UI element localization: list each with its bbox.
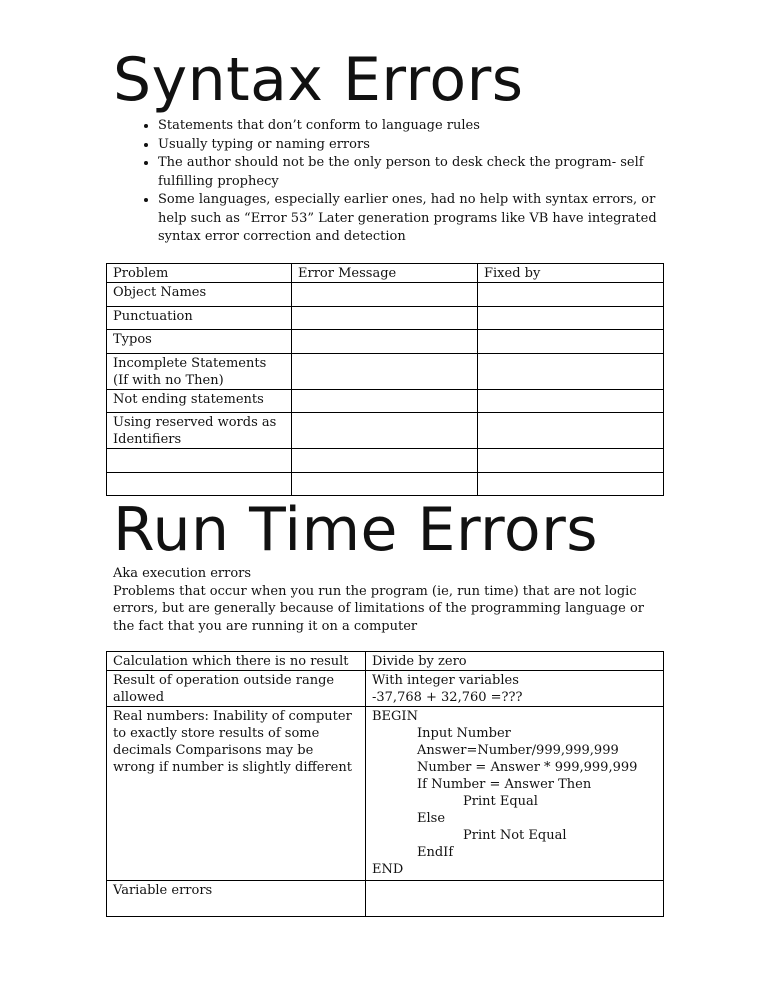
header-problem: Problem	[107, 264, 292, 283]
syntax-bullet-list	[140, 117, 658, 247]
error-message-cell	[292, 449, 478, 473]
code-line: END	[372, 862, 404, 877]
left-cell: Calculation which there is no result	[107, 652, 366, 671]
run-time-intro	[113, 565, 658, 635]
right-cell-line: -37,768 + 32,760 =???	[372, 690, 523, 705]
code-line: Print Equal	[463, 794, 538, 809]
intro-line: Aka execution errors	[113, 566, 252, 581]
error-message-cell	[292, 413, 478, 449]
table-row	[107, 881, 664, 917]
problem-cell: Not ending statements	[107, 390, 292, 413]
code-cell	[366, 707, 664, 881]
left-cell: Real numbers: Inability of computer to exactly store results of some decimals Comparisons may be wrong if number is slightly different	[107, 707, 366, 881]
table-row	[107, 283, 664, 307]
bullet-item: • Some languages, especially earlier ones, had no help with syntax errors, or help such as “Error 53” Later generation programs like VB have integrated syntax error correction and detection	[158, 191, 658, 247]
code-line: Answer=Number/999,999,999	[417, 743, 619, 758]
run-time-errors-table	[106, 651, 664, 917]
left-cell: Result of operation outside range allowed	[107, 671, 366, 707]
fixed-by-cell	[478, 413, 664, 449]
run-time-errors-heading: Run Time Errors	[113, 495, 599, 565]
code-line: If Number = Answer Then	[417, 777, 592, 792]
code-line: Else	[417, 811, 446, 826]
error-message-cell	[292, 390, 478, 413]
table-row	[107, 390, 664, 413]
fixed-by-cell	[478, 473, 664, 496]
left-cell: Variable errors	[107, 881, 366, 917]
table-row	[107, 449, 664, 473]
problem-cell: Typos	[107, 330, 292, 354]
table-row	[107, 307, 664, 330]
error-message-cell	[292, 473, 478, 496]
table-row	[107, 652, 664, 671]
table-row	[107, 473, 664, 496]
problem-cell: Incomplete Statements (If with no Then)	[107, 354, 292, 390]
bullet-item: • The author should not be the only person to desk check the program- self fulfilling prophecy	[158, 154, 658, 191]
fixed-by-cell	[478, 449, 664, 473]
problem-cell: Object Names	[107, 283, 292, 307]
table-row	[107, 671, 664, 707]
error-message-cell	[292, 354, 478, 390]
problem-cell: Using reserved words as Identifiers	[107, 413, 292, 449]
code-line: Print Not Equal	[463, 828, 567, 843]
intro-paragraph: Problems that occur when you run the program (ie, run time) that are not logic errors, but are generally because of limitations of the programming language or the fact that you are running it on a computer	[113, 583, 645, 634]
code-line: Number = Answer * 999,999,999	[417, 760, 638, 775]
right-cell: Divide by zero	[366, 652, 664, 671]
error-message-cell	[292, 330, 478, 354]
fixed-by-cell	[478, 390, 664, 413]
header-error-message: Error Message	[292, 264, 478, 283]
code-line: BEGIN	[372, 709, 418, 724]
right-cell	[366, 881, 664, 917]
code-line: Input Number	[417, 726, 511, 741]
error-message-cell	[292, 283, 478, 307]
syntax-errors-heading: Syntax Errors	[113, 45, 524, 115]
bullet-item: • Usually typing or naming errors	[158, 136, 658, 155]
problem-cell	[107, 449, 292, 473]
table-row	[107, 354, 664, 390]
fixed-by-cell	[478, 354, 664, 390]
fixed-by-cell	[478, 283, 664, 307]
problem-cell	[107, 473, 292, 496]
right-cell-line: With integer variables	[372, 673, 519, 688]
bullet-item: • Statements that don’t conform to language rules	[158, 117, 658, 136]
fixed-by-cell	[478, 330, 664, 354]
header-fixed-by: Fixed by	[478, 264, 664, 283]
fixed-by-cell	[478, 307, 664, 330]
error-message-cell	[292, 307, 478, 330]
code-line: EndIf	[417, 845, 454, 860]
table-header-row	[107, 264, 664, 283]
problem-cell: Punctuation	[107, 307, 292, 330]
syntax-errors-table	[106, 263, 664, 496]
right-cell	[366, 671, 664, 707]
table-row	[107, 413, 664, 449]
table-row	[107, 330, 664, 354]
table-row	[107, 707, 664, 881]
